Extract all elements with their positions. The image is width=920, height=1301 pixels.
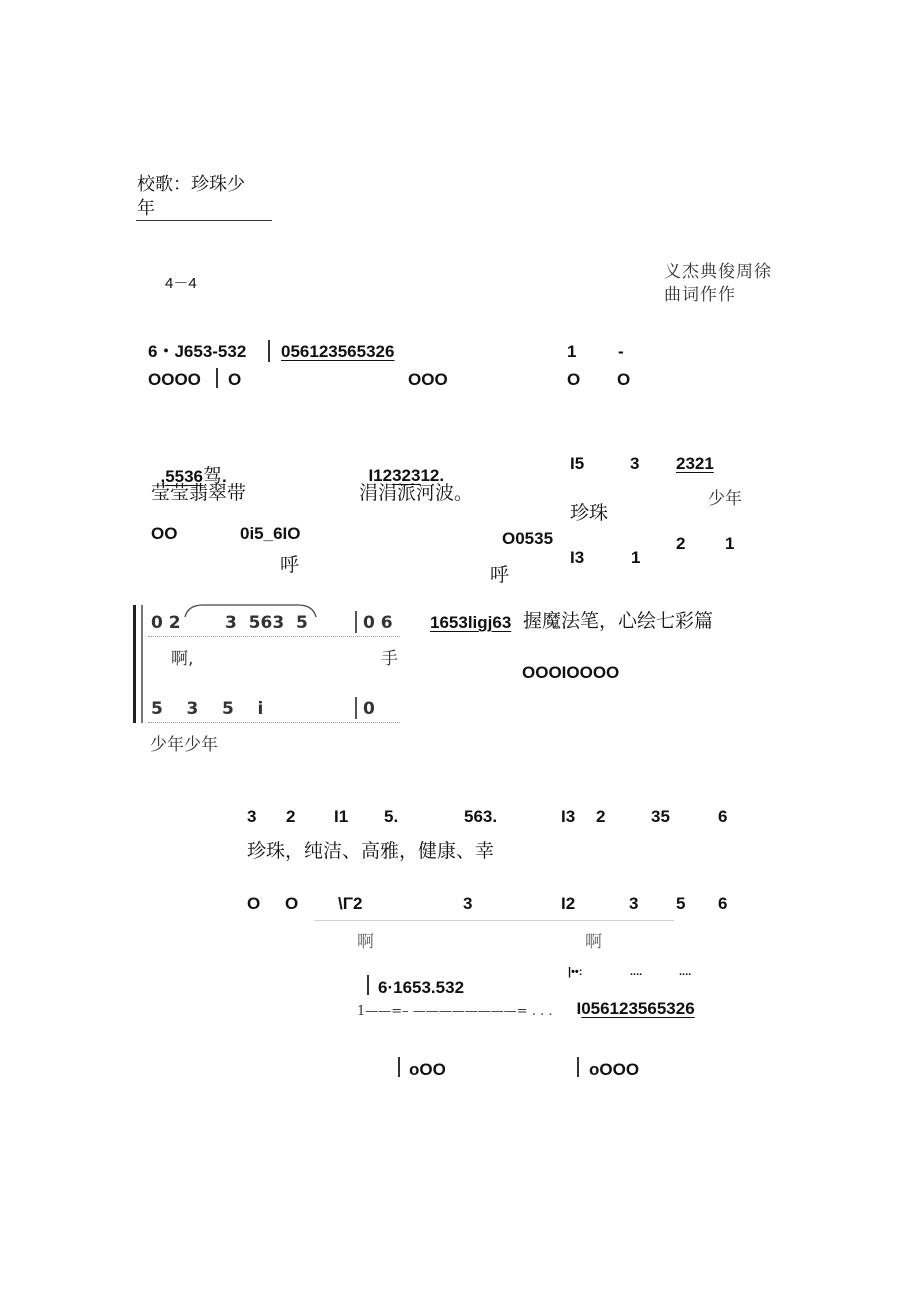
s5-dots-3: .... bbox=[679, 966, 692, 978]
s5-melody-a: 6·1653.532 bbox=[378, 978, 465, 997]
s2-bass-2: 0i5_6IO bbox=[240, 524, 301, 543]
scanned-score-excerpt bbox=[133, 603, 401, 725]
s5-dots-2: .... bbox=[630, 966, 643, 978]
scan-top-mid: 3 563 5 bbox=[225, 613, 308, 633]
s1-bass-c: OOO bbox=[408, 370, 448, 389]
scan-bottom-left: 5 3 5 i bbox=[151, 699, 264, 719]
song-title: 校歌：珍珠少 bbox=[137, 174, 245, 195]
title-underline bbox=[136, 220, 272, 221]
s2-bass-3: O0535 bbox=[502, 529, 554, 548]
s4-melody-7: 2 bbox=[596, 807, 606, 826]
s4-faded-rule bbox=[314, 920, 674, 921]
s2-melody-2-post: 12. bbox=[420, 466, 445, 485]
s5-barline-3 bbox=[577, 1057, 579, 1077]
s3-melody: 1653ligj63 bbox=[430, 613, 512, 632]
s4-melody-9: 6 bbox=[718, 807, 728, 826]
s5-barline-1 bbox=[367, 975, 369, 995]
s2-bass-1: OO bbox=[151, 524, 178, 543]
s2-melody-3c: 2321 bbox=[676, 454, 714, 473]
s2-bass-5: 1 bbox=[631, 548, 641, 567]
system-line bbox=[141, 605, 143, 723]
s4-bass-2: O bbox=[285, 894, 299, 913]
s2-melody-2-underlined: 323 bbox=[392, 466, 421, 485]
s4-lyric: 珍珠，纯洁、高雅，健康、幸 bbox=[247, 840, 495, 862]
s4-ah-1: 啊 bbox=[357, 932, 374, 952]
s4-bass-4: 3 bbox=[463, 894, 473, 913]
s5-melody-b-underlined: 056123565326 bbox=[581, 999, 695, 1018]
s2-lyric-1: 莹莹翡翠带 bbox=[151, 482, 247, 504]
song-title-continued: 年 bbox=[137, 198, 155, 219]
s2-lyric-3: 少年 bbox=[708, 489, 742, 509]
s5-melody-b bbox=[567, 983, 695, 1017]
time-signature: 4－4 bbox=[165, 275, 197, 292]
s4-bass-3: \Γ2 bbox=[338, 894, 363, 913]
s2-bass-7: 1 bbox=[725, 534, 735, 553]
s4-bass-8: 6 bbox=[718, 894, 728, 913]
s2-hu-2: 呼 bbox=[490, 564, 510, 586]
scan-top-left: 0 2 bbox=[151, 613, 181, 633]
s2-melody-1-post: . bbox=[222, 467, 227, 486]
s2-melody-1-underlined: 5536 bbox=[165, 467, 204, 486]
s3-after-lyric: 少年少年 bbox=[150, 735, 218, 755]
s4-melody-4: 5. bbox=[384, 807, 399, 826]
scan-barline-bottom bbox=[355, 697, 357, 719]
s5-bass-b: oOOO bbox=[589, 1060, 640, 1079]
s1-bass-a: OOOO bbox=[148, 370, 201, 389]
s2-melody-2-pre: I12 bbox=[368, 466, 393, 485]
s1-barline bbox=[268, 340, 270, 362]
s4-bass-5: I2 bbox=[561, 894, 576, 913]
scan-top-right: 0 6 bbox=[363, 613, 393, 633]
s2-melody-1-pre: , bbox=[160, 467, 166, 486]
s2-lyric-2: 涓涓派河波。 bbox=[359, 482, 474, 504]
s1-melody-a: 6・J653-532 bbox=[148, 342, 247, 361]
brace-bar bbox=[133, 605, 136, 723]
s2-hu-1: 呼 bbox=[280, 554, 300, 576]
scan-dotted-rule-1 bbox=[148, 636, 400, 637]
scan-dotted-rule-2 bbox=[148, 722, 400, 723]
s4-melody-2: 2 bbox=[286, 807, 296, 826]
s2-melody-2 bbox=[359, 450, 444, 484]
s5-melody-b-bar: I bbox=[576, 999, 582, 1018]
s2-bass-6: 2 bbox=[676, 534, 686, 553]
s4-melody-1: 3 bbox=[247, 807, 257, 826]
s3-bass: OOOIOOOO bbox=[522, 663, 620, 682]
s2-bass-4: I3 bbox=[570, 548, 585, 567]
s1-melody-dash: - bbox=[618, 342, 624, 361]
credits-roles: 曲词作作 bbox=[664, 285, 736, 305]
s3-lyric: 握魔法笔，心绘七彩篇 bbox=[523, 610, 714, 632]
s1-bass-barline bbox=[216, 368, 218, 388]
s4-bass-1: O bbox=[247, 894, 261, 913]
s1-bass-d: O bbox=[567, 370, 581, 389]
s4-melody-8: 35 bbox=[651, 807, 670, 826]
s4-ah-2: 啊 bbox=[585, 932, 602, 952]
s2-melody-3b: 3 bbox=[630, 454, 640, 473]
s4-melody-6: I3 bbox=[561, 807, 576, 826]
s2-melody-3a: I5 bbox=[570, 454, 585, 473]
s2-melody-1 bbox=[151, 450, 227, 486]
credits-names: 义杰典俊周徐 bbox=[664, 262, 772, 282]
s4-melody-5: 563. bbox=[464, 807, 498, 826]
s4-melody-3: I1 bbox=[334, 807, 349, 826]
scan-lyric-b: 手 bbox=[381, 649, 398, 669]
s4-bass-6: 3 bbox=[629, 894, 639, 913]
s1-bass-e: O bbox=[617, 370, 631, 389]
s2-lyric-4: 珍珠 bbox=[570, 502, 609, 524]
s5-bass-a: oOO bbox=[409, 1060, 446, 1079]
s1-bass-b: O bbox=[228, 370, 242, 389]
s1-melody-c: 1 bbox=[567, 342, 577, 361]
s2-melody-1-char: 驾 bbox=[203, 465, 223, 487]
scan-barline-top bbox=[355, 611, 357, 633]
scan-bottom-right: 0 bbox=[363, 699, 375, 719]
s1-melody-b: 056123565326 bbox=[281, 342, 395, 361]
scan-lyric-a: 啊, bbox=[171, 649, 194, 669]
s5-barline-2 bbox=[398, 1057, 400, 1077]
s5-dots-1: |••: bbox=[568, 966, 583, 978]
s5-dash-line: 1——=– ————————= . . . bbox=[357, 1004, 553, 1019]
s4-bass-7: 5 bbox=[676, 894, 686, 913]
